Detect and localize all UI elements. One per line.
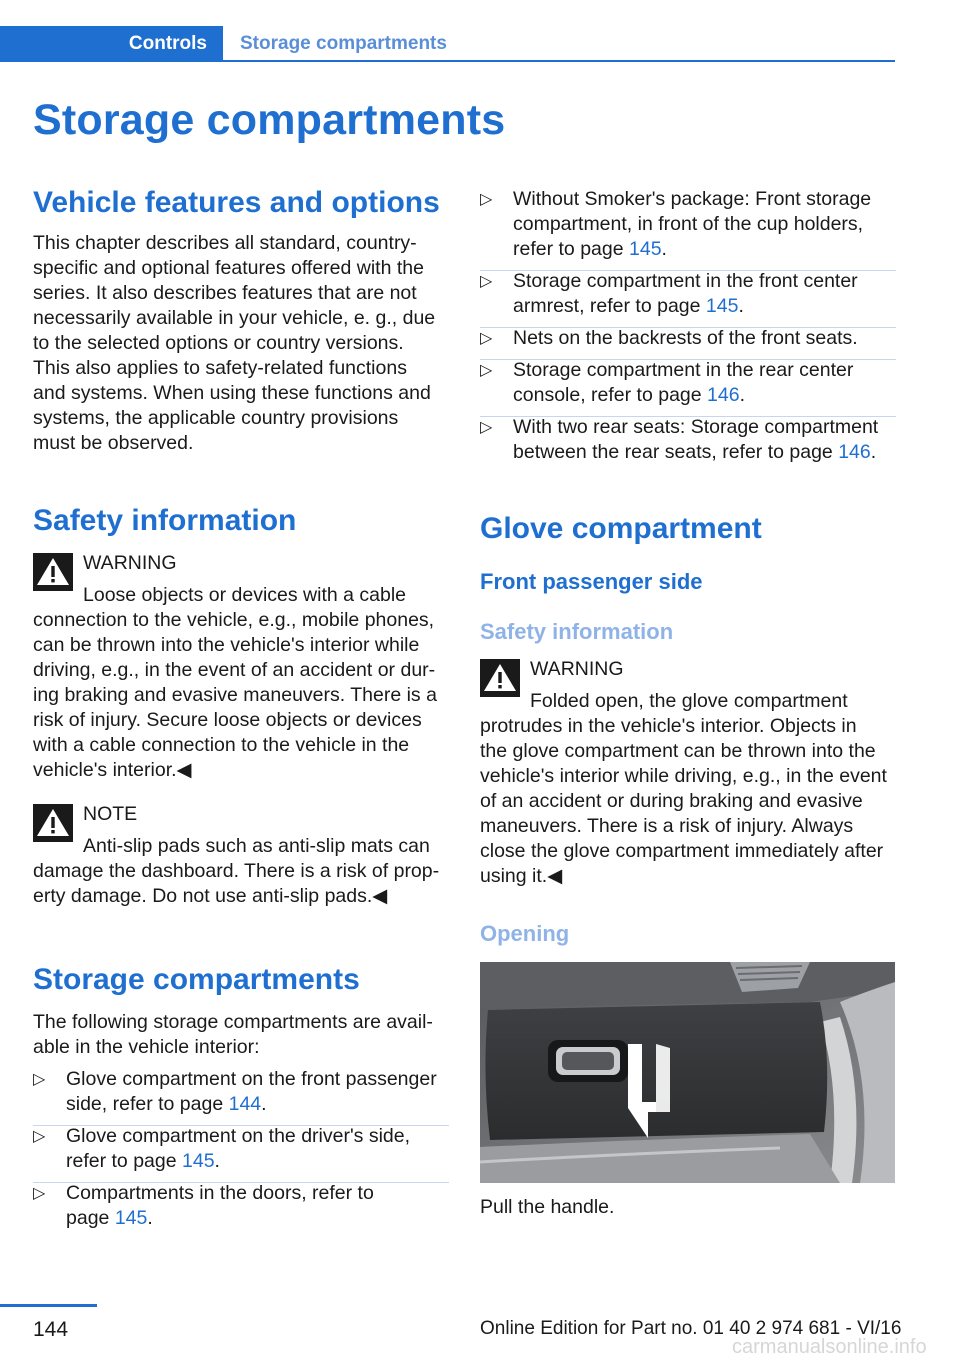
- text-line: Nets on the backrests of the front seats.: [513, 327, 858, 349]
- opening-caption: Pull the handle.: [480, 1196, 615, 1218]
- text-line: must be observed.: [33, 432, 194, 454]
- heading-glove-compartment: Glove compartment: [480, 512, 762, 545]
- triangle-bullet-icon: ▷: [480, 273, 493, 290]
- text-line: with a cable connection to the vehicle in the: [33, 734, 410, 756]
- footer-edition-text: Online Edition for Part no. 01 40 2 974 681 - VI/16: [480, 1318, 902, 1339]
- text-line: .: [214, 1150, 220, 1172]
- text-line: vehicle's interior.◀: [33, 759, 192, 781]
- warning-text: [33, 583, 449, 783]
- text-line: Glove compartment on the front passenger: [66, 1068, 437, 1090]
- watermark-text: carmanualsonline.info: [732, 1336, 927, 1358]
- text-line: maneuvers. There is a risk of injury. Always: [480, 815, 854, 837]
- text-line: refer to page: [513, 238, 629, 260]
- text-line: Glove compartment on the driver's side,: [66, 1125, 411, 1147]
- text-line: compartment, in front of the cup holders,: [513, 213, 864, 235]
- heading-safety-information: Safety information: [33, 504, 297, 537]
- text-line: connection to the vehicle, e.g., mobile phones,: [33, 609, 435, 631]
- triangle-bullet-icon: ▷: [33, 1071, 46, 1088]
- page-reference-link[interactable]: 145: [114, 1207, 148, 1229]
- text-line: ing braking and evasive maneuvers. There is a: [33, 684, 437, 706]
- text-line: armrest, refer to page: [513, 295, 706, 317]
- page-number: 144: [33, 1318, 69, 1341]
- text-line: This chapter describes all standard, country‐: [33, 232, 417, 254]
- text-line: .: [147, 1207, 153, 1229]
- page-reference-link[interactable]: 145: [629, 238, 662, 260]
- triangle-bullet-icon: ▷: [480, 191, 493, 208]
- text-line: .: [870, 441, 877, 463]
- text-line: necessarily available in your vehicle, e. g., due: [33, 307, 436, 329]
- page-title: Storage compartments: [33, 96, 506, 144]
- page-reference-link[interactable]: 145: [705, 295, 739, 317]
- text-line: With two rear seats: Storage compartment: [513, 416, 879, 438]
- triangle-bullet-icon: ▷: [480, 419, 493, 436]
- glove-compartment-illustration: [480, 962, 895, 1183]
- triangle-bullet-icon: ▷: [33, 1128, 46, 1145]
- text-line: to the selected options or country versions.: [33, 332, 404, 354]
- heading-vehicle-features: Vehicle features and options: [33, 186, 440, 219]
- text-line: console, refer to page: [513, 384, 708, 406]
- header-bar: [0, 26, 895, 62]
- text-line: the glove compartment can be thrown into the: [480, 740, 876, 762]
- text-line: protrudes in the vehicle's interior. Objects in: [480, 715, 857, 737]
- heading-opening: Opening: [480, 921, 570, 946]
- footer-accent-bar: [0, 1304, 97, 1307]
- text-line: refer to page: [66, 1150, 182, 1172]
- header-section-tab[interactable]: Controls: [0, 26, 223, 62]
- text-line: page: [66, 1207, 115, 1229]
- warning-text: [480, 689, 896, 889]
- text-line: Anti-slip pads such as anti-slip mats can: [83, 835, 430, 857]
- heading-front-passenger-side: Front passenger side: [480, 569, 703, 594]
- text-line: erty damage. Do not use anti-slip pads.◀: [33, 885, 388, 907]
- heading-glove-safety-information: Safety information: [480, 619, 674, 644]
- text-line: Storage compartment in the rear center: [513, 359, 854, 381]
- text-line: .: [738, 295, 744, 317]
- storage-intro-text: [33, 1010, 448, 1060]
- note-label: NOTE: [83, 803, 138, 825]
- text-line: series. It also describes features that are not: [33, 282, 417, 304]
- triangle-bullet-icon: ▷: [480, 362, 493, 379]
- text-line: between the rear seats, refer to page: [513, 441, 839, 463]
- text-line: .: [661, 238, 667, 260]
- text-line: vehicle's interior while driving, e.g., in the event: [480, 765, 887, 787]
- text-line: and systems. When using these functions and: [33, 382, 431, 404]
- text-line: can be thrown into the vehicle's interior while: [33, 634, 420, 656]
- text-line: .: [739, 384, 746, 406]
- text-line: Compartments in the doors, refer to: [66, 1182, 374, 1204]
- text-line: The following storage compartments are avail‐: [33, 1011, 433, 1033]
- text-line: specific and optional features offered with the: [33, 257, 424, 279]
- text-line: able in the vehicle interior:: [33, 1036, 260, 1058]
- warning-label: WARNING: [530, 658, 624, 680]
- heading-storage-compartments: Storage compartments: [33, 963, 360, 996]
- warning-label: WARNING: [83, 552, 177, 574]
- note-text: [33, 834, 449, 909]
- header-chapter-tab[interactable]: Storage compartments: [240, 33, 447, 54]
- triangle-bullet-icon: ▷: [480, 330, 493, 347]
- text-line: of an accident or during braking and evasive: [480, 790, 863, 812]
- text-line: Without Smoker's package: Front storage: [513, 188, 872, 210]
- glove-compartment-photo: [480, 962, 895, 1183]
- text-line: Storage compartment in the front center: [513, 270, 858, 292]
- text-line: using it.◀: [480, 865, 563, 887]
- text-line: risk of injury. Secure loose objects or devices: [33, 709, 422, 731]
- triangle-bullet-icon: ▷: [33, 1185, 46, 1202]
- page-reference-link[interactable]: 144: [228, 1093, 262, 1115]
- page-reference-link[interactable]: 146: [707, 384, 740, 406]
- text-line: systems, the applicable country provisions: [33, 407, 399, 429]
- text-line: This also applies to safety-related functions: [33, 357, 407, 379]
- text-line: damage the dashboard. There is a risk of prop‐: [33, 860, 440, 882]
- page-reference-link[interactable]: 146: [838, 441, 871, 463]
- vehicle-features-text: [33, 231, 448, 456]
- page-reference-link[interactable]: 145: [182, 1150, 215, 1172]
- text-line: Folded open, the glove compartment: [530, 690, 848, 712]
- text-line: .: [261, 1093, 267, 1115]
- text-line: Loose objects or devices with a cable: [83, 584, 407, 606]
- text-line: side, refer to page: [66, 1093, 229, 1115]
- text-line: driving, e.g., in the event of an accident or dur‐: [33, 659, 436, 681]
- text-line: close the glove compartment immediately after: [480, 840, 884, 862]
